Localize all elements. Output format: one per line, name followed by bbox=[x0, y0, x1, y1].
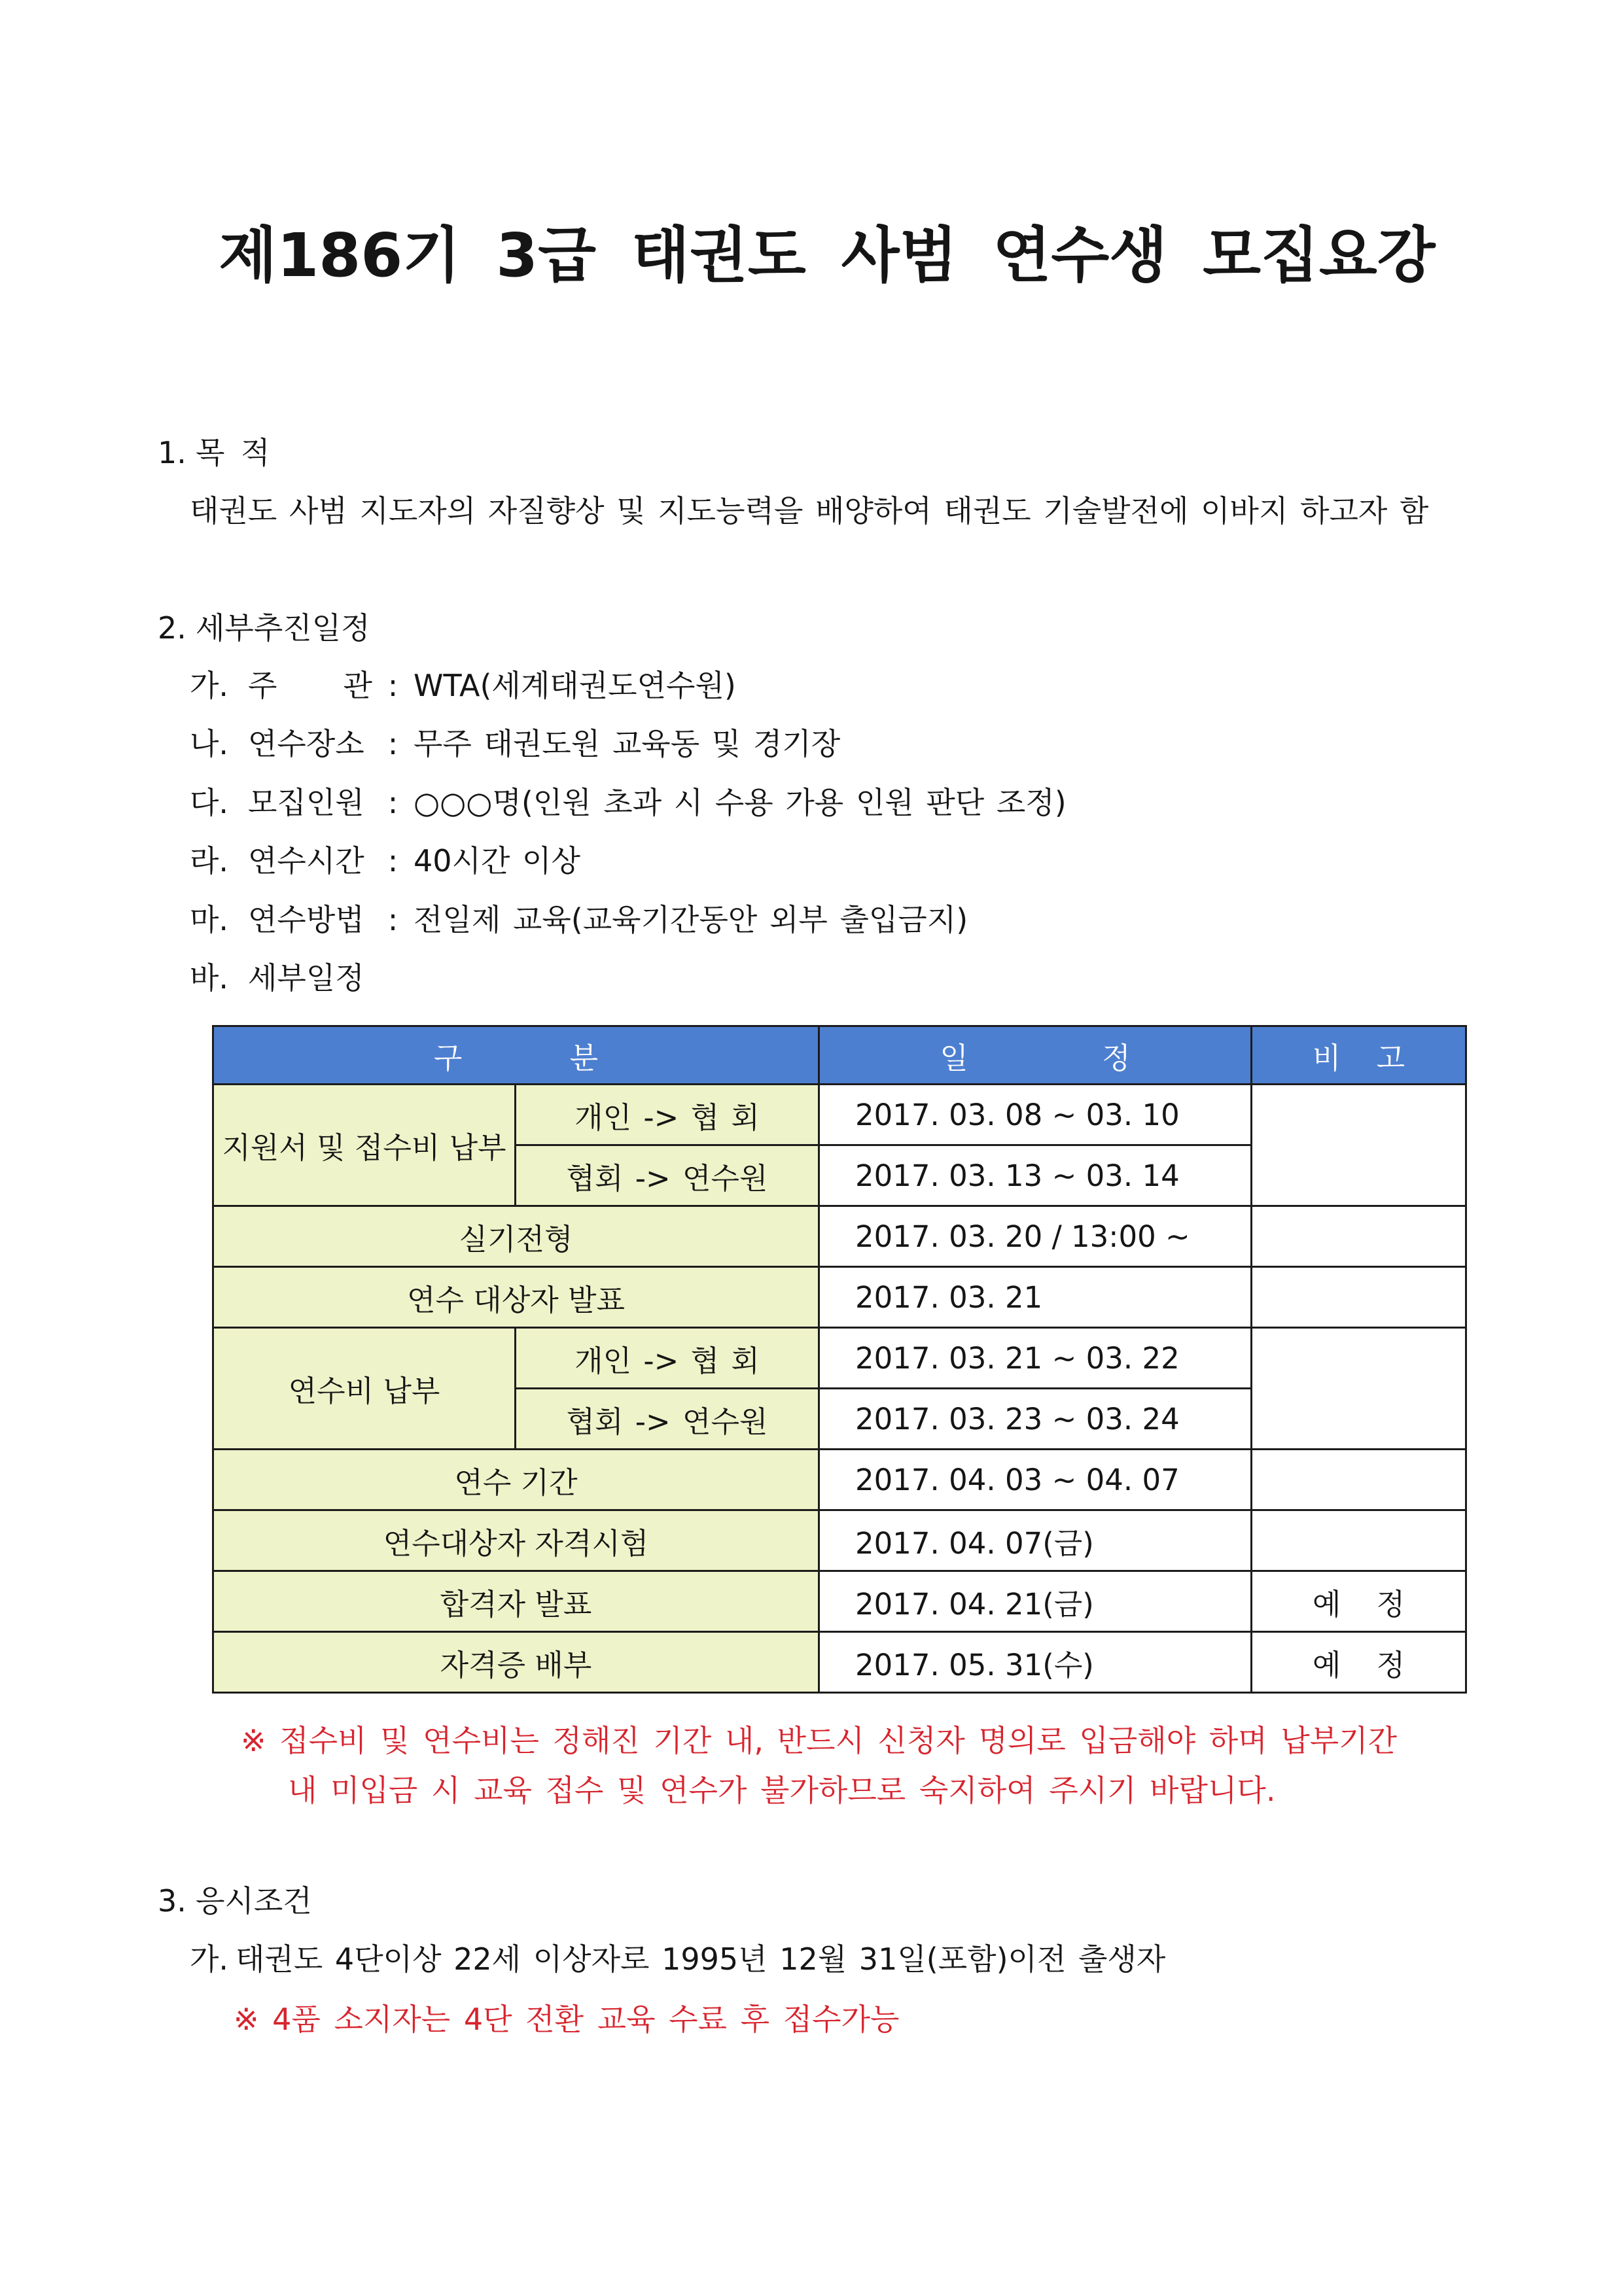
subcategory-cell: 개인 -> 협 회 bbox=[516, 1328, 819, 1389]
item-label: 세부일정 bbox=[248, 960, 364, 996]
date-cell: 2017. 04. 03 ~ 04. 07 bbox=[819, 1450, 1252, 1510]
item-schedule bbox=[190, 949, 1067, 1007]
table-row bbox=[213, 1085, 1466, 1145]
item-venue bbox=[190, 715, 1067, 773]
subcategory-cell: 개인 -> 협 회 bbox=[516, 1085, 819, 1145]
item-colon: : bbox=[387, 668, 398, 703]
schedule-header-row bbox=[213, 1026, 1466, 1085]
item-label: 연수방법 bbox=[248, 901, 364, 937]
item-colon: : bbox=[387, 843, 398, 879]
item-value: 전일제 교육(교육기간동안 외부 출입금지) bbox=[414, 901, 968, 937]
category-cell: 자격증 배부 bbox=[213, 1632, 819, 1693]
table-row bbox=[213, 1328, 1466, 1389]
remarks-cell bbox=[1252, 1206, 1466, 1267]
item-label: 모집인원 bbox=[248, 784, 364, 820]
table-row bbox=[213, 1206, 1466, 1267]
table-row bbox=[213, 1267, 1466, 1328]
table-row bbox=[213, 1510, 1466, 1571]
item-colon: : bbox=[387, 784, 398, 820]
section-1-number: 1. bbox=[158, 435, 186, 470]
item-label: 연수시간 bbox=[248, 843, 364, 879]
remarks-cell bbox=[1252, 1450, 1466, 1510]
date-cell: 2017. 03. 21 ~ 03. 22 bbox=[819, 1328, 1252, 1389]
section-2-item-list bbox=[190, 657, 1067, 1007]
table-row bbox=[213, 1450, 1466, 1510]
item-value: WTA(세계태권도연수원) bbox=[414, 668, 736, 703]
section-3-heading bbox=[158, 1881, 312, 1921]
date-cell: 2017. 03. 13 ~ 03. 14 bbox=[819, 1145, 1252, 1206]
item-value: ○○○명(인원 초과 시 수용 가용 인원 판단 조정) bbox=[414, 784, 1067, 820]
category-cell: 지원서 및 접수비 납부 bbox=[213, 1085, 516, 1206]
remarks-cell bbox=[1252, 1085, 1466, 1206]
item-marker: 다. bbox=[190, 784, 229, 820]
payment-notice-line-1: ※ 접수비 및 연수비는 정해진 기간 내, 반드시 신청자 명의로 입금해야 하며 납부기간 bbox=[241, 1723, 1398, 1758]
date-cell: 2017. 03. 08 ~ 03. 10 bbox=[819, 1085, 1252, 1145]
eligibility-note: ※ 4품 소지자는 4단 전환 교육 수료 후 접수가능 bbox=[234, 2002, 900, 2037]
schedule-table bbox=[212, 1025, 1467, 1694]
header-remarks: 비 고 bbox=[1252, 1026, 1466, 1085]
item-colon: : bbox=[387, 726, 398, 762]
section-3-number: 3. bbox=[158, 1883, 186, 1919]
eligibility-text: 태권도 4단이상 22세 이상자로 1995년 12월 31일(포함)이전 출생자 bbox=[236, 1941, 1166, 1977]
table-row bbox=[213, 1571, 1466, 1632]
remarks-cell: 예 정 bbox=[1252, 1632, 1466, 1693]
subcategory-cell: 협회 -> 연수원 bbox=[516, 1145, 819, 1206]
eligibility-item bbox=[190, 1939, 1165, 1979]
section-1-body: 태권도 사범 지도자의 자질향상 및 지도능력을 배양하여 태권도 기술발전에 이바지 하고자 함 bbox=[190, 493, 1429, 529]
date-cell: 2017. 04. 07(금) bbox=[819, 1510, 1252, 1571]
item-method bbox=[190, 891, 1067, 949]
payment-notice-line-2: 내 미입금 시 교육 접수 및 연수가 불가하므로 숙지하여 주시기 바랍니다. bbox=[288, 1773, 1276, 1808]
item-capacity bbox=[190, 774, 1067, 832]
item-value: 무주 태권도원 교육동 및 경기장 bbox=[414, 726, 841, 762]
date-cell: 2017. 03. 20 / 13:00 ~ bbox=[819, 1206, 1252, 1267]
item-hours bbox=[190, 832, 1067, 890]
category-cell: 연수 대상자 발표 bbox=[213, 1267, 819, 1328]
date-cell: 2017. 03. 23 ~ 03. 24 bbox=[819, 1389, 1252, 1450]
item-value: 40시간 이상 bbox=[414, 843, 580, 879]
date-cell: 2017. 03. 21 bbox=[819, 1267, 1252, 1328]
document-title: 제186기 3급 태권도 사범 연수생 모집요강 bbox=[219, 220, 1436, 290]
remarks-cell bbox=[1252, 1510, 1466, 1571]
remarks-cell bbox=[1252, 1328, 1466, 1450]
item-marker: 라. bbox=[190, 843, 229, 879]
section-3-title: 응시조건 bbox=[196, 1883, 312, 1919]
header-category: 구 분 bbox=[213, 1026, 819, 1085]
table-row bbox=[213, 1632, 1466, 1693]
section-2-number: 2. bbox=[158, 610, 186, 646]
item-label: 연수장소 bbox=[248, 726, 364, 762]
category-cell: 연수대상자 자격시험 bbox=[213, 1510, 819, 1571]
item-organizer bbox=[190, 657, 1067, 715]
section-2-title: 세부추진일정 bbox=[196, 610, 370, 646]
item-marker: 가. bbox=[190, 1941, 229, 1977]
category-cell: 연수비 납부 bbox=[213, 1328, 516, 1450]
category-cell: 실기전형 bbox=[213, 1206, 819, 1267]
section-2-heading bbox=[158, 608, 370, 648]
remarks-cell: 예 정 bbox=[1252, 1571, 1466, 1632]
date-cell: 2017. 05. 31(수) bbox=[819, 1632, 1252, 1693]
header-date: 일 정 bbox=[819, 1026, 1252, 1085]
item-label: 주 관 bbox=[248, 668, 372, 703]
item-marker: 가. bbox=[190, 668, 229, 703]
subcategory-cell: 협회 -> 연수원 bbox=[516, 1389, 819, 1450]
category-cell: 합격자 발표 bbox=[213, 1571, 819, 1632]
item-marker: 바. bbox=[190, 960, 229, 996]
item-marker: 나. bbox=[190, 726, 229, 762]
item-marker: 마. bbox=[190, 901, 229, 937]
section-1-title: 목 적 bbox=[196, 435, 270, 470]
date-cell: 2017. 04. 21(금) bbox=[819, 1571, 1252, 1632]
remarks-cell bbox=[1252, 1267, 1466, 1328]
category-cell: 연수 기간 bbox=[213, 1450, 819, 1510]
section-1-heading bbox=[158, 433, 270, 472]
item-colon: : bbox=[387, 901, 398, 937]
